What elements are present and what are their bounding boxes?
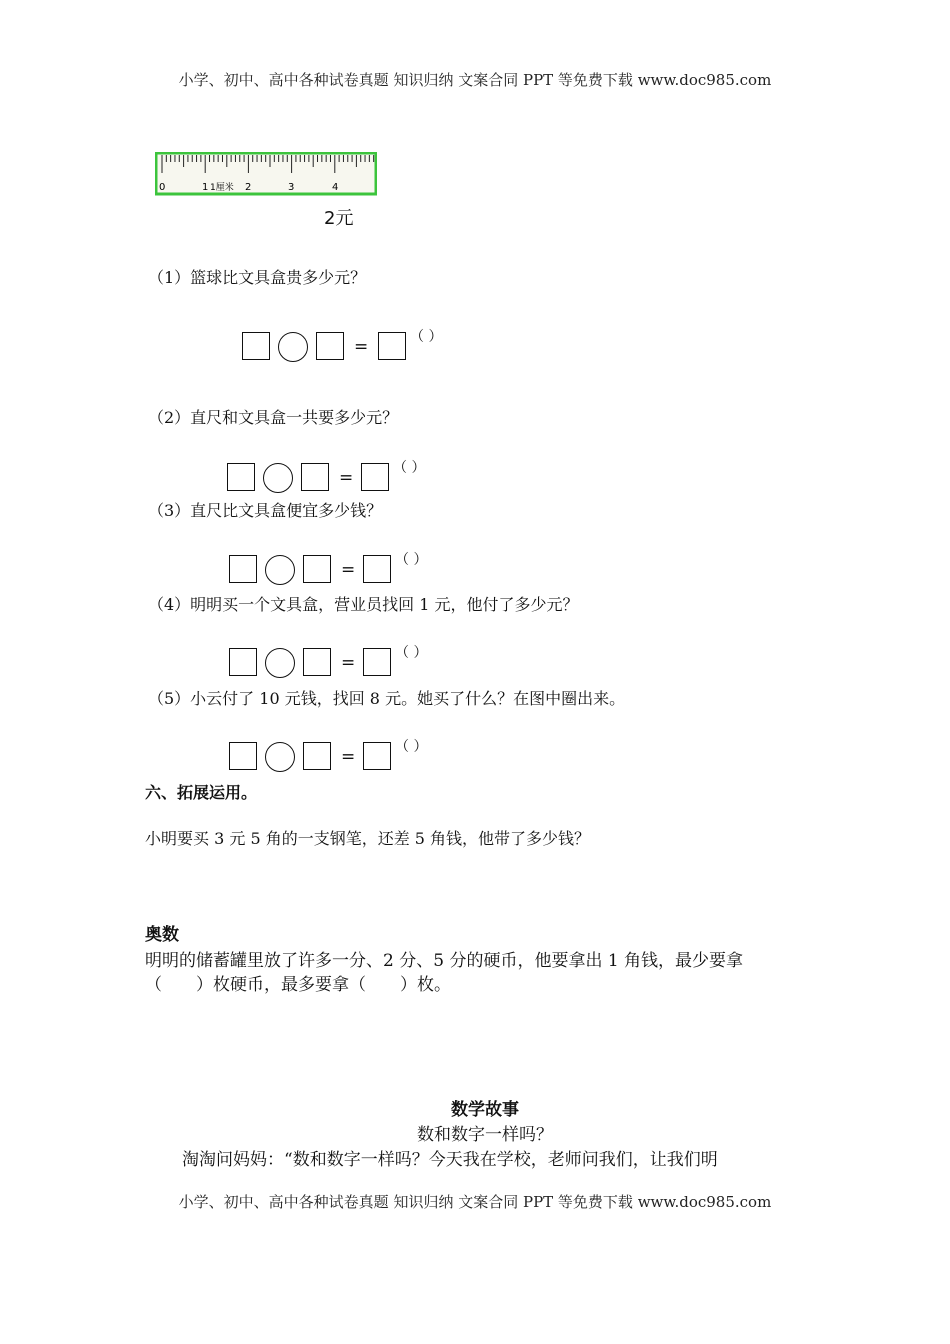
question-3: （3）直尺比文具盒便宜多少钱？ [148, 501, 383, 520]
ruler-image [155, 152, 377, 196]
answer-box[interactable] [361, 463, 389, 491]
answer-box[interactable] [303, 742, 331, 770]
question-2: （2）直尺和文具盒一共要多少元？ [148, 408, 399, 427]
operator-circle[interactable] [265, 742, 295, 772]
equals-sign: = [341, 747, 356, 767]
page-header: 小学、初中、高中各种试卷真题 知识归纳 文案合同 PPT 等免费下载 www.doc985.com [178, 71, 772, 89]
equation-5 [229, 739, 449, 774]
answer-box[interactable] [229, 648, 257, 676]
ruler-figure [155, 152, 377, 196]
olympiad-title: 奥数 [145, 925, 179, 945]
ruler-mark: 1厘米 [210, 183, 234, 193]
answer-box[interactable] [316, 332, 344, 360]
ruler-tick-0: 0 [159, 182, 166, 193]
ruler-price: 2元 [324, 208, 354, 229]
story-title: 数学故事 [451, 1100, 519, 1120]
answer-box[interactable] [363, 742, 391, 770]
ruler-tick-4: 4 [332, 182, 339, 193]
equation-1 [242, 329, 462, 364]
unit-paren[interactable]: （ ） [410, 329, 443, 345]
ruler-tick-3: 3 [288, 182, 295, 193]
olympiad-line-1: 明明的储蓄罐里放了许多一分、2 分、5 分的硬币，他要拿出 1 角钱，最少要拿 [145, 951, 744, 971]
question-5: （5）小云付了 10 元钱，找回 8 元。她买了什么？在图中圈出来。 [148, 689, 626, 708]
operator-circle[interactable] [278, 332, 308, 362]
story-subtitle: 数和数字一样吗？ [417, 1125, 553, 1145]
operator-circle[interactable] [263, 463, 293, 493]
equals-sign: = [341, 560, 356, 580]
question-1: （1）篮球比文具盒贵多少元？ [148, 268, 367, 287]
answer-box[interactable] [242, 332, 270, 360]
equation-3 [229, 552, 449, 587]
answer-box[interactable] [303, 648, 331, 676]
ruler-tick-2: 2 [245, 182, 252, 193]
story-text: 淘淘问妈妈：“数和数字一样吗？今天我在学校，老师问我们，让我们明 [182, 1150, 718, 1170]
answer-box[interactable] [229, 742, 257, 770]
unit-paren[interactable]: （ ） [395, 552, 428, 568]
answer-box[interactable] [303, 555, 331, 583]
section6-text: 小明要买 3 元 5 角的一支钢笔，还差 5 角钱，他带了多少钱？ [145, 829, 591, 848]
answer-box[interactable] [378, 332, 406, 360]
equals-sign: = [339, 468, 354, 488]
olympiad-line-2: （ ）枚硬币，最多要拿（ ）枚。 [145, 975, 451, 995]
answer-box[interactable] [363, 648, 391, 676]
answer-box[interactable] [363, 555, 391, 583]
equals-sign: = [341, 653, 356, 673]
unit-paren[interactable]: （ ） [395, 645, 428, 661]
unit-paren[interactable]: （ ） [395, 739, 428, 755]
unit-paren[interactable]: （ ） [393, 460, 426, 476]
page-footer: 小学、初中、高中各种试卷真题 知识归纳 文案合同 PPT 等免费下载 www.doc985.com [178, 1193, 772, 1211]
question-4: （4）明明买一个文具盒，营业员找回 1 元，他付了多少元？ [148, 595, 579, 614]
operator-circle[interactable] [265, 648, 295, 678]
operator-circle[interactable] [265, 555, 295, 585]
ruler-tick-1: 1 [202, 182, 209, 193]
equals-sign: = [354, 337, 369, 357]
answer-box[interactable] [227, 463, 255, 491]
answer-box[interactable] [229, 555, 257, 583]
equation-4 [229, 645, 449, 680]
section6-title: 六、拓展运用。 [145, 783, 258, 802]
equation-2 [227, 460, 447, 495]
answer-box[interactable] [301, 463, 329, 491]
